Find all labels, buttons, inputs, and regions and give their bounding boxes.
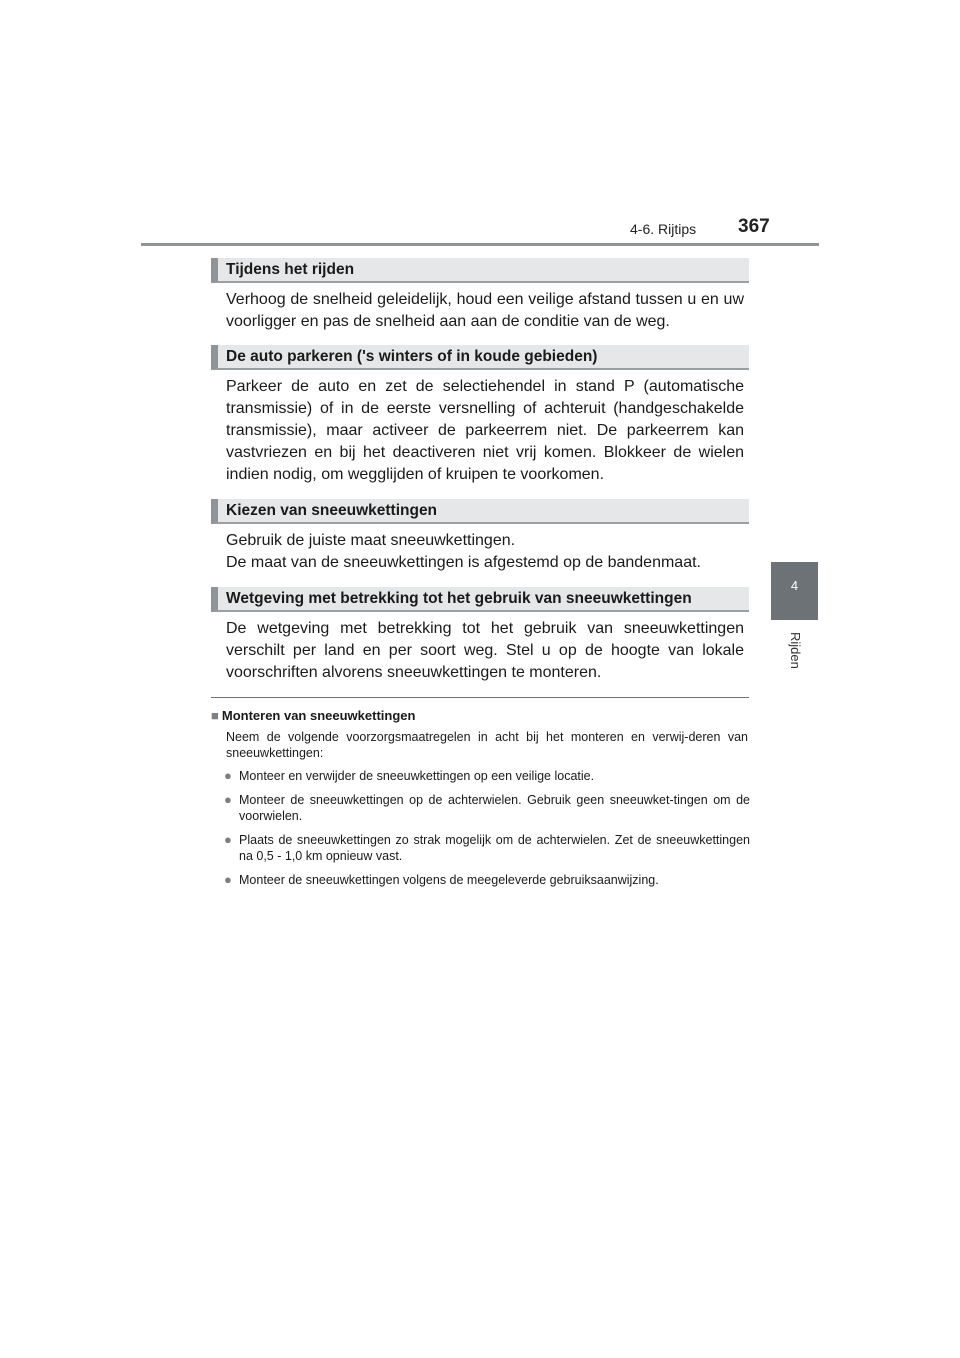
list-item-text: Monteer de sneeuwkettingen volgens de meegeleverde gebruiksaanwijzing. (239, 873, 659, 887)
list-item-text: Monteer de sneeuwkettingen op de achterwielen. Gebruik geen sneeuwket-tingen om de voorwielen. (239, 793, 750, 823)
note-divider (211, 697, 749, 698)
note-intro: Neem de volgende voorzorgsmaatregelen in acht bij het monteren en verwij-deren van sneeuwkettingen: (226, 730, 748, 760)
section-body-choosing-chains (226, 530, 744, 574)
circle-bullet-icon: ● (224, 872, 232, 887)
section-title: 4-6. Rijtips (630, 221, 697, 237)
section-heading-text: Tijdens het rijden (226, 261, 355, 278)
header-rule (141, 243, 819, 246)
circle-bullet-icon: ● (224, 792, 232, 807)
chapter-tab-number: 4 (790, 578, 799, 593)
note-title-text: Monteren van sneeuwkettingen (221, 708, 416, 723)
section-body-legislation: De wetgeving met betrekking tot het gebruik van sneeuwkettingen verschilt per land en per soort weg. Stel u op de hoogte van lokale voorschriften alvorens sneeuwkettingen te monteren. (226, 620, 744, 681)
section-heading-parking (211, 345, 749, 370)
section-heading-legislation (211, 587, 749, 612)
section-heading-text: Wetgeving met betrekking tot het gebruik van sneeuwkettingen (226, 590, 692, 607)
chapter-tab-label: Rijden (788, 632, 803, 669)
section-heading-driving (211, 258, 749, 283)
page-number: 367 (738, 216, 770, 237)
square-bullet-icon: ■ (211, 708, 219, 723)
section-heading-choosing-chains (211, 499, 749, 524)
list-item (224, 872, 750, 888)
list-item (224, 832, 750, 864)
circle-bullet-icon: ● (224, 768, 232, 783)
section-heading-text: Kiezen van sneeuwkettingen (226, 502, 438, 519)
list-item-text: Monteer en verwijder de sneeuwkettingen op een veilige locatie. (239, 769, 595, 783)
note-title (211, 708, 415, 723)
list-item-text: Plaats de sneeuwkettingen zo strak mogelijk om de achterwielen. Zet de sneeuwkettingen na 0,5 - 1,0 km opnieuw vast. (239, 833, 750, 863)
list-item (224, 768, 750, 784)
section-body-driving: Verhoog de snelheid geleidelijk, houd een veilige afstand tussen u en uw voorligger en pas de snelheid aan aan de conditie van de weg. (226, 291, 744, 330)
section-body-parking: Parkeer de auto en zet de selectiehendel in stand P (automatische transmissie) of in de eerste versnelling of achteruit (handgeschakelde transmissie), maar activeer de parkeerrem niet. De parkeerrem kan vastvriezen en bij het deactiveren niet vrij komen. Blokkeer de wielen indien nodig, om wegglijden of kruipen te voorkomen. (226, 378, 744, 483)
list-item (224, 792, 750, 824)
body-line: De maat van de sneeuwkettingen is afgestemd op de bandenmaat. (226, 554, 701, 571)
body-line: Gebruik de juiste maat sneeuwkettingen. (226, 532, 516, 549)
circle-bullet-icon: ● (224, 832, 232, 847)
section-heading-text: De auto parkeren ('s winters of in koude gebieden) (226, 348, 598, 365)
